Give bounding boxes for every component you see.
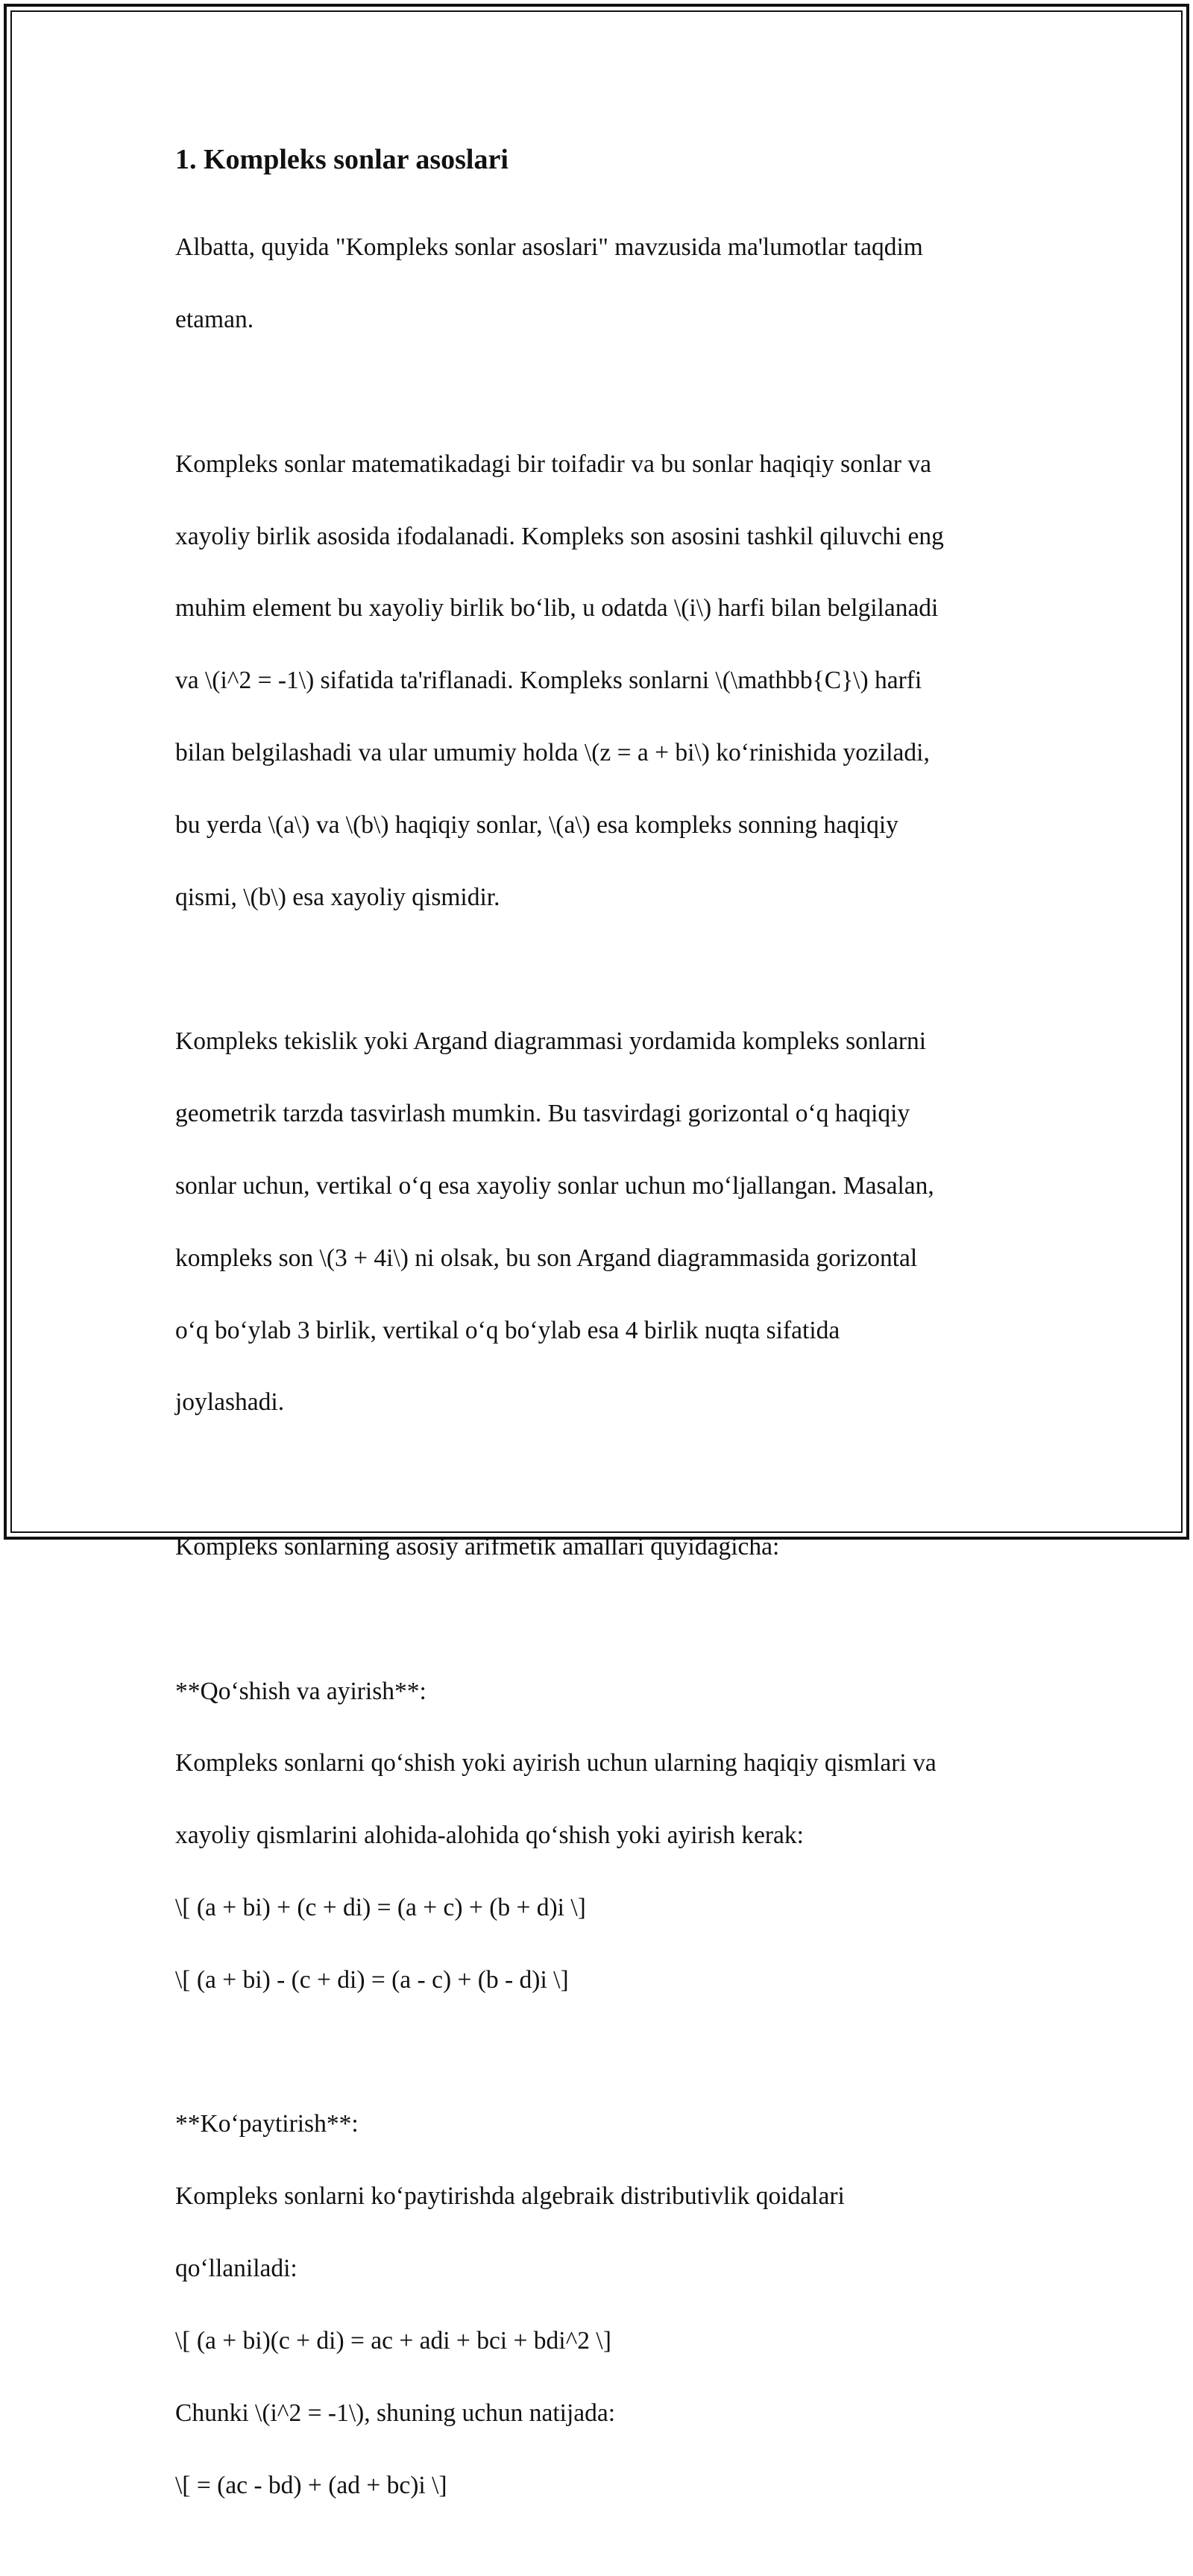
text-line: bilan belgilashadi va ular umumiy holda \(z = a + bi\) ko‘rinishida yoziladi, xyxy=(175,739,930,767)
text-line: Chunki \(i^2 = -1\), shuning uchun natijada: xyxy=(175,2399,616,2427)
text-line: sonlar uchun, vertikal o‘q esa xayoliy sonlar uchun mo‘ljallangan. Masalan, xyxy=(175,1171,934,1200)
text-line: Kompleks sonlarning asosiy arifmetik amallari quyidagicha: xyxy=(175,1532,780,1561)
text-line: kompleks son \(3 + 4i\) ni olsak, bu son Argand diagrammasida gorizontal xyxy=(175,1244,918,1272)
text-line: Albatta, quyida "Kompleks sonlar asoslari" mavzusida ma'lumotlar taqdim xyxy=(175,233,923,262)
addition-section xyxy=(175,1637,1025,2034)
text-line: va \(i^2 = -1\) sifatida ta'riflanadi. Kompleks sonlarni \(\mathbb{C}\) harfi xyxy=(175,667,922,695)
text-line: Kompleks sonlar matematikadagi bir toifadir va bu sonlar haqiqiy sonlar va xyxy=(175,450,932,478)
argand-paragraph xyxy=(175,988,1025,1457)
text-line: xayoliy qismlarini alohida-alohida qo‘shish yoki ayirish kerak: xyxy=(175,1821,804,1850)
section-heading: **Qo‘shish va ayirish**: xyxy=(175,1677,426,1705)
text-line: muhim element bu xayoliy birlik bo‘lib, u odatda \(i\) harfi bilan belgilanadi xyxy=(175,594,939,623)
text-line: Kompleks sonlarni ko‘paytirishda algebraik distributivlik qoidalari xyxy=(175,2182,845,2211)
text-line: Kompleks sonlarni qo‘shish yoki ayirish uchun ularning haqiqiy qismlari va xyxy=(175,1749,937,1777)
document-title: 1. Kompleks sonlar asoslari xyxy=(175,144,509,175)
intro-paragraph xyxy=(175,194,1025,374)
formula-line: \[ = (ac - bd) + (ad + bc)i \] xyxy=(175,2471,447,2499)
text-line: o‘q bo‘ylab 3 birlik, vertikal o‘q bo‘ylab esa 4 birlik nuqta sifatida xyxy=(175,1316,840,1344)
formula-line: \[ (a + bi)(c + di) = ac + adi + bci + bdi^2 \] xyxy=(175,2326,611,2355)
multiplication-section xyxy=(175,2070,1025,2539)
operations-intro-paragraph xyxy=(175,1493,1025,1602)
text-line: geometrik tarzda tasvirlash mumkin. Bu tasvirdagi gorizontal o‘q haqiqiy xyxy=(175,1100,910,1128)
text-line: xayoliy birlik asosida ifodalanadi. Kompleks son asosini tashkil qiluvchi eng xyxy=(175,522,944,550)
section-heading: **Ko‘paytirish**: xyxy=(175,2110,359,2138)
text-line: etaman. xyxy=(175,306,254,334)
formula-line: \[ (a + bi) + (c + di) = (a + c) + (b + d)i \] xyxy=(175,1894,586,1922)
formula-line: \[ (a + bi) - (c + di) = (a - c) + (b - d)i \] xyxy=(175,1965,569,1994)
text-line: Kompleks tekislik yoki Argand diagrammasi yordamida kompleks sonlarni xyxy=(175,1027,927,1056)
text-line: bu yerda \(a\) va \(b\) haqiqiy sonlar, \(a\) esa kompleks sonning haqiqiy xyxy=(175,810,898,839)
text-line: qo‘llaniladi: xyxy=(175,2255,298,2283)
definition-paragraph xyxy=(175,410,1025,951)
text-line: joylashadi. xyxy=(175,1388,285,1417)
document-body xyxy=(175,140,1025,2576)
text-line: qismi, \(b\) esa xayoliy qismidir. xyxy=(175,883,500,911)
